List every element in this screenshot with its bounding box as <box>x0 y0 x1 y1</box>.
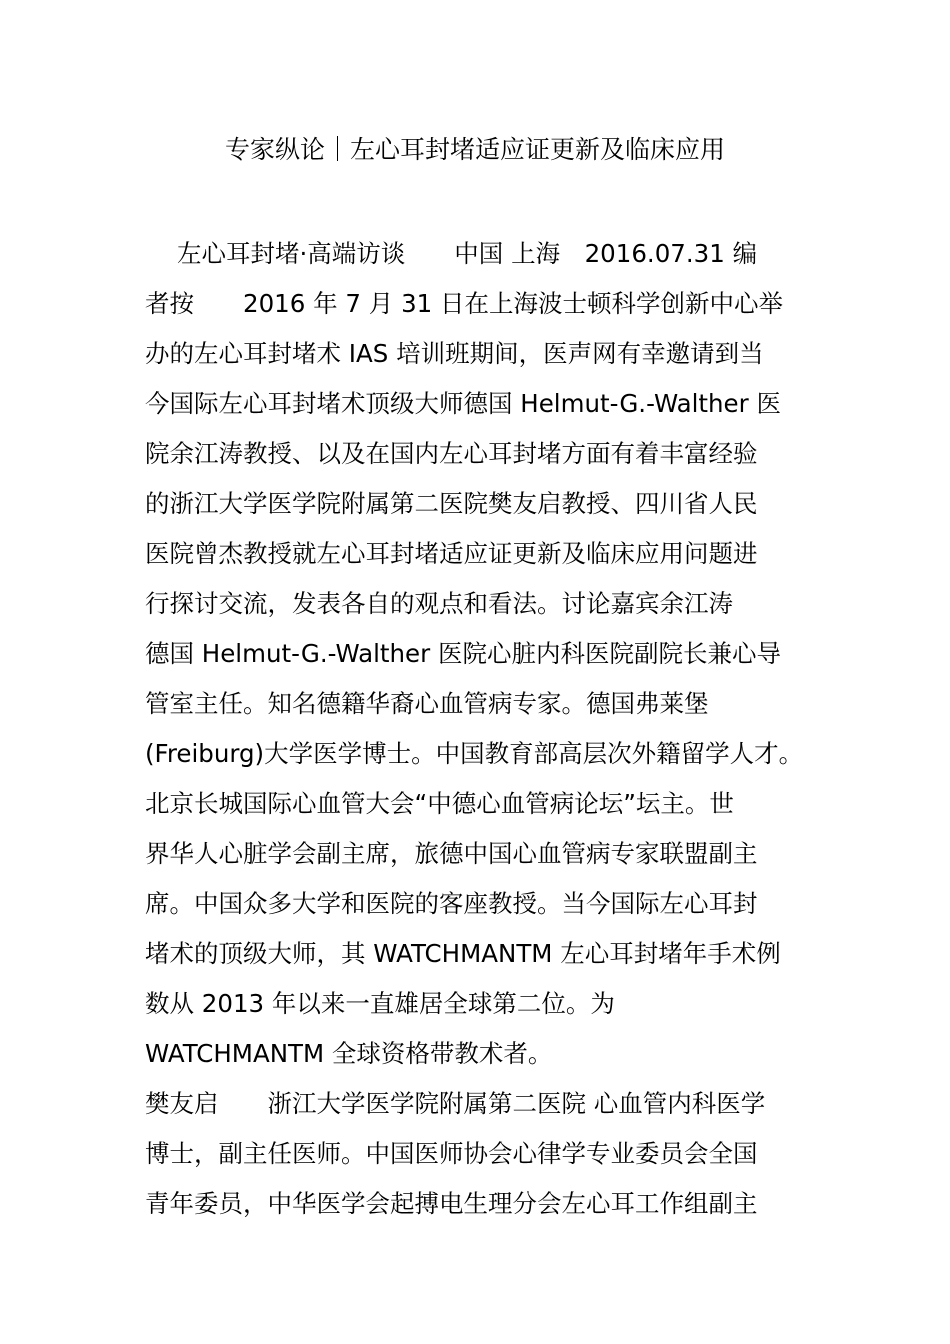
body-line: 青年委员，中华医学会起搏电生理分会左心耳工作组副主 <box>145 1189 758 1218</box>
body-line: (Freiburg)大学医学博士。中国教育部高层次外籍留学人才。 <box>145 739 804 768</box>
body-line: 的浙江大学医学院附属第二医院樊友启教授、四川省人民 <box>145 489 758 518</box>
body-line: 院余江涛教授、以及在国内左心耳封堵方面有着丰富经验 <box>145 439 758 468</box>
body-line: 界华人心脏学会副主席，旅德中国心血管病专家联盟副主 <box>145 839 758 868</box>
body-line: WATCHMANTM 全球资格带教术者。 <box>145 1039 553 1068</box>
body-line: 今国际左心耳封堵术顶级大师德国 Helmut-G.-Walther 医 <box>145 389 781 418</box>
body-line: 办的左心耳封堵术 IAS 培训班期间，医声网有幸邀请到当 <box>145 339 764 368</box>
body-line: 管室主任。知名德籍华裔心血管病专家。德国弗莱堡 <box>145 689 709 718</box>
body-line: 数从 2013 年以来一直雄居全球第二位。为 <box>145 989 615 1018</box>
body-line: 樊友启 浙江大学医学院附属第二医院 心血管内科医学 <box>145 1089 766 1118</box>
body-line: 左心耳封堵·高端访谈 中国 上海 2016.07.31 编 <box>177 239 758 268</box>
document-body <box>145 229 835 1229</box>
body-line: 博士，副主任医师。中国医师协会心律学专业委员会全国 <box>145 1139 758 1168</box>
body-line: 席。中国众多大学和医院的客座教授。当今国际左心耳封 <box>145 889 758 918</box>
body-line: 者按 2016 年 7 月 31 日在上海波士顿科学创新中心举 <box>145 289 784 318</box>
document-title: 专家纵论｜左心耳封堵适应证更新及临床应用 <box>224 135 725 164</box>
body-line: 行探讨交流，发表各自的观点和看法。讨论嘉宾余江涛 <box>145 589 733 618</box>
body-line: 堵术的顶级大师，其 WATCHMANTM 左心耳封堵年手术例 <box>145 939 781 968</box>
body-line: 德国 Helmut-G.-Walther 医院心脏内科医院副院长兼心导 <box>145 639 781 668</box>
body-line: 北京长城国际心血管大会“中德心血管病论坛”坛主。世 <box>145 789 734 818</box>
body-line: 医院曾杰教授就左心耳封堵适应证更新及临床应用问题进 <box>145 539 758 568</box>
